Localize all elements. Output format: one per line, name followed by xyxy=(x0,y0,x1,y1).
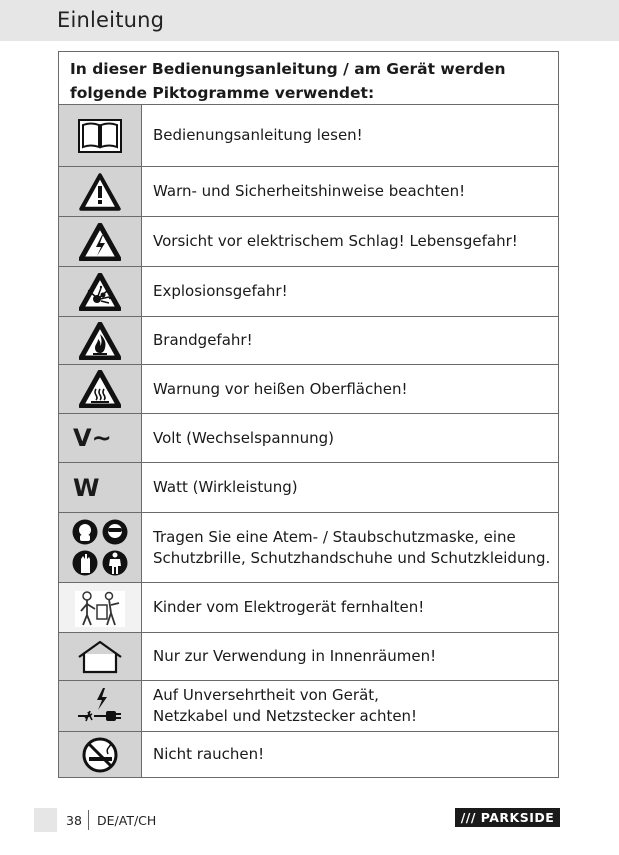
hot-surface-icon xyxy=(59,365,142,413)
ppe-icon xyxy=(59,513,142,582)
table-intro-line-1: In dieser Bedienungsanleitung / am Gerät werden xyxy=(70,60,506,78)
brand-logo: /// PARKSIDE xyxy=(455,808,560,827)
table-row xyxy=(59,583,558,633)
row-text: Kinder vom Elektrogerät fernhalten! xyxy=(153,598,425,616)
table-row xyxy=(59,513,558,583)
watt-symbol xyxy=(59,463,142,512)
table-row xyxy=(59,681,558,732)
table-row xyxy=(59,317,558,365)
row-text: Bedienungsanleitung lesen! xyxy=(153,126,363,144)
book-icon xyxy=(59,105,142,166)
explosion-icon xyxy=(59,267,142,316)
table-row xyxy=(59,414,558,463)
footer-divider xyxy=(88,810,89,830)
watt-symbol-text: W xyxy=(73,473,100,502)
table-row xyxy=(59,105,558,167)
row-text: Nicht rauchen! xyxy=(153,745,265,763)
row-text-line-2: Schutzbrille, Schutzhandschuhe und Schutzkleidung. xyxy=(153,548,551,567)
pictogram-table xyxy=(58,51,559,778)
row-text: Volt (Wechselspannung) xyxy=(153,428,335,447)
table-row xyxy=(59,633,558,681)
row-text: Brandgefahr! xyxy=(153,331,253,349)
table-row xyxy=(59,365,558,414)
table-row xyxy=(59,732,558,777)
row-text: Warnung vor heißen Oberflächen! xyxy=(153,379,408,398)
table-row xyxy=(59,167,558,217)
electric-shock-icon xyxy=(59,217,142,266)
row-text-line-1: Tragen Sie eine Atem- / Staubschutzmaske, eine xyxy=(153,527,516,546)
row-text: Explosionsgefahr! xyxy=(153,282,288,300)
section-title: Einleitung xyxy=(57,8,165,32)
volt-ac-symbol xyxy=(59,414,142,462)
table-row xyxy=(59,463,558,513)
table-row xyxy=(59,217,558,267)
row-text-line-1: Auf Unversehrtheit von Gerät, xyxy=(153,686,379,704)
damaged-cable-icon xyxy=(59,681,142,731)
footer-marker xyxy=(34,808,57,832)
no-smoking-icon xyxy=(59,732,142,777)
indoor-use-icon xyxy=(59,633,142,680)
table-header xyxy=(59,52,558,105)
row-text: Watt (Wirkleistung) xyxy=(153,478,298,496)
volt-symbol-text: V~ xyxy=(73,424,112,452)
locale-label: DE/AT/CH xyxy=(97,813,157,828)
page-number: 38 xyxy=(66,813,82,828)
row-text: Vorsicht vor elektrischem Schlag! Lebensgefahr! xyxy=(153,232,518,250)
table-intro-line-2: folgende Piktogramme verwendet: xyxy=(70,84,375,102)
warning-triangle-icon xyxy=(59,167,142,216)
fire-icon xyxy=(59,317,142,364)
row-text: Nur zur Verwendung in Innenräumen! xyxy=(153,647,437,665)
table-row xyxy=(59,267,558,317)
row-text: Warn- und Sicherheitshinweise beachten! xyxy=(153,182,466,200)
row-text-line-2: Netzkabel und Netzstecker achten! xyxy=(153,707,418,725)
keep-children-away-icon xyxy=(59,583,142,632)
